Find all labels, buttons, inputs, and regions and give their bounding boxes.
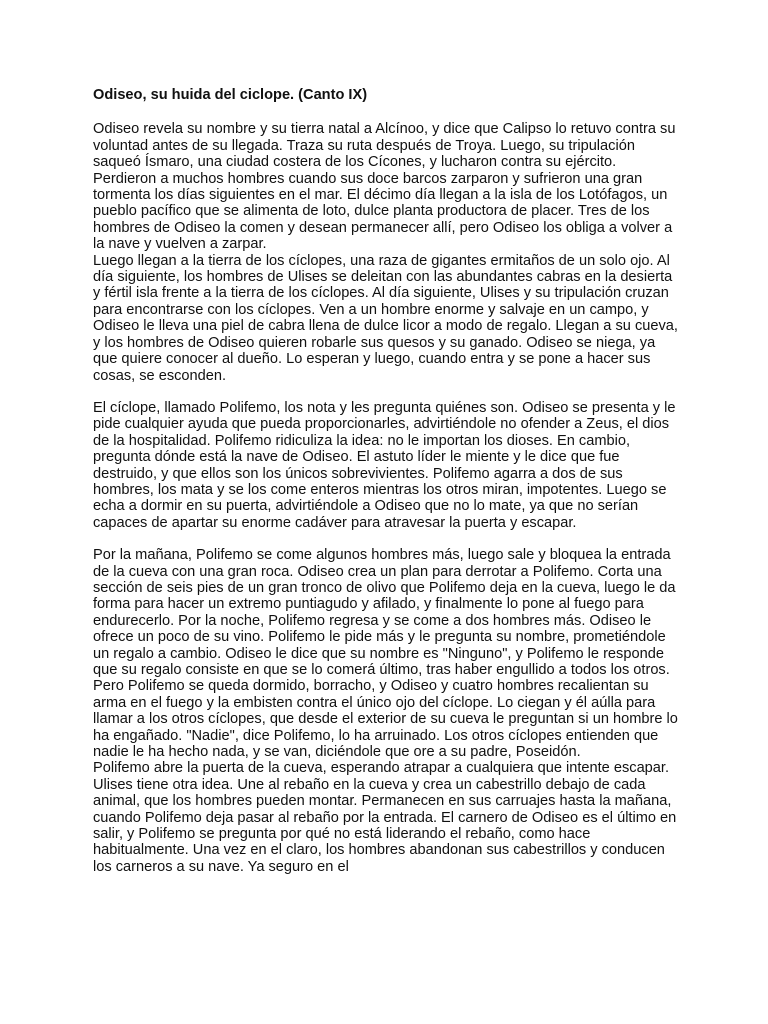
paragraph-gap [93,531,683,547]
document-page [93,87,683,875]
paragraph-3: El cíclope, llamado Polifemo, los nota y les pregunta quiénes son. Odiseo se presenta y le pide cualquier ayuda que pueda proporcionarles, advirtiéndole no ofender a Zeus, el dios de la hospitalidad. Polifemo ridiculiza la idea: no le importan los dioses. En cambio, pregunta dónde está la nave de Odiseo. El astuto líder le miente y le dice que fue destruido, y que ellos son los únicos sobrevivientes. Polifemo agarra a dos de sus hombres, los mata y se los come enteros mientras los otros miran, impotentes. Luego se echa a dormir en su puerta, advirtiéndole a Odiseo que no lo mate, ya que no serían capaces de apartar su enorme cadáver para atravesar la puerta y escapar. [93,399,676,531]
paragraph-2: Luego llegan a la tierra de los cíclopes, una raza de gigantes ermitaños de un solo ojo. Al día siguiente, los hombres de Ulises se deleitan con las abundantes cabras en la desierta y fértil isla frente a la tierra de los cíclopes. Al día siguiente, Ulises y su tripulación cruzan para encontrarse con los cíclopes. Ven a un hombre enorme y salvaje en un campo, y Odiseo le lleva una piel de cabra llena de dulce licor a modo de regalo. Llegan a su cueva, y los hombres de Odiseo quieren robarle sus quesos y su ganado. Odiseo se niega, ya que quiere conocer al dueño. Lo esperan y luego, cuando entra y se pone a hacer sus cosas, se esconden. [93,252,678,384]
paragraph-1: Odiseo revela su nombre y su tierra natal a Alcínoo, y dice que Calipso lo retuvo contra su voluntad antes de su llegada. Traza su ruta después de Troya. Luego, su tripulación saqueó Ísmaro, una ciudad costera de los Cícones, y lucharon contra su ejército. Perdieron a muchos hombres cuando sus doce barcos zarparon y sufrieron una gran tormenta los días siguientes en el mar. El décimo día llegan a la isla de los Lotófagos, un pueblo pacífico que se alimenta de loto, dulce planta productora de placer. Tres de los hombres de Odiseo la comen y desean permanecer allí, pero Odiseo los obliga a volver a la nave y vuelven a zarpar. [93,121,676,253]
paragraph-5: Polifemo abre la puerta de la cueva, esperando atrapar a cualquiera que intente escapar. Ulises tiene otra idea. Une al rebaño en la cueva y crea un cabestrillo debajo de cada animal, que los hombres pueden montar. Permanecen en sus carruajes hasta la mañana, cuando Polifemo deja pasar al rebaño por la entrada. El carnero de Odiseo es el último en salir, y Polifemo se pregunta por qué no está liderando el rebaño, como hace habitualmente. Una vez en el claro, los hombres abandonan sus cabestrillos y conducen los carneros a su nave. Ya seguro en el [93,760,677,875]
paragraph-4: Por la mañana, Polifemo se come algunos hombres más, luego sale y bloquea la entrada de la cueva con una gran roca. Odiseo crea un plan para derrotar a Polifemo. Corta una sección de seis pies de un gran tronco de olivo que Polifemo deja en la cueva, luego le da forma para hacer un extremo puntiagudo y afilado, y finalmente lo pone al fuego para endurecerlo. Por la noche, Polifemo regresa y se come a dos hombres más. Odiseo le ofrece un poco de su vino. Polifemo le pide más y le pregunta su nombre, prometiéndole un regalo a cambio. Odiseo le dice que su nombre es "Ninguno", y Polifemo le responde que su regalo consiste en que se lo comerá último, tras haber engullido a todos los otros. Pero Polifemo se queda dormido, borracho, y Odiseo y cuatro hombres recalientan su arma en el fuego y la embisten contra el único ojo del cíclope. Lo ciegan y él aúlla para llamar a los otros cíclopes, que desde el exterior de su cueva le preguntan si un hombre lo ha engañado. "Nadie", dice Polifemo, lo ha arruinado. Los otros cíclopes entienden que nadie le ha hecho nada, y se van, diciéndole que ore a su padre, Poseidón. [93,547,678,761]
document-title: Odiseo, su huida del ciclope. (Canto IX) [93,87,368,103]
paragraph-gap [93,384,683,400]
